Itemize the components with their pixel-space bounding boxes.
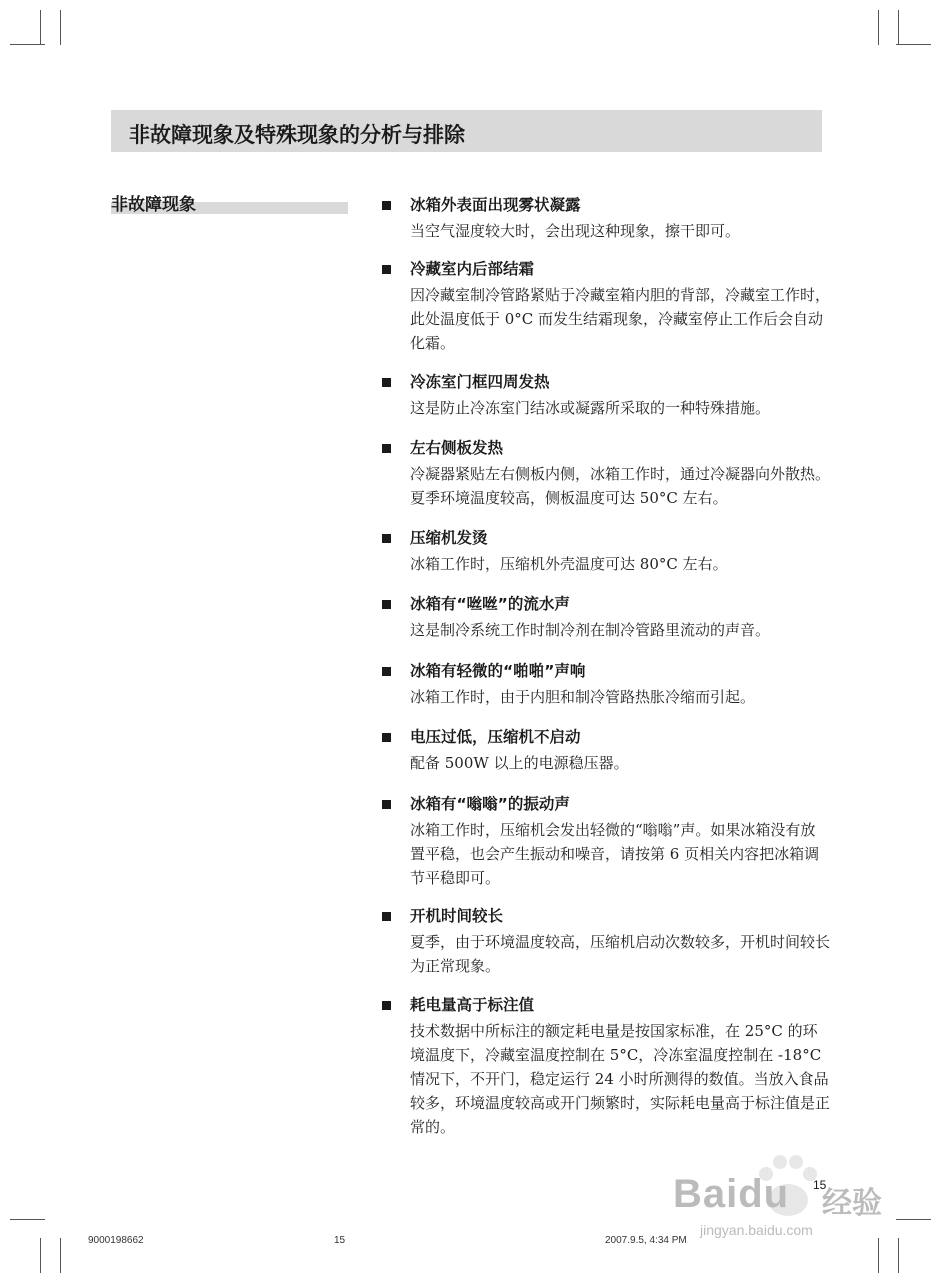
square-bullet-icon bbox=[382, 444, 391, 453]
item-title: 冰箱有轻微的“啪啪”声响 bbox=[410, 662, 586, 680]
crop-mark bbox=[898, 1238, 899, 1273]
crop-mark bbox=[878, 10, 879, 45]
footer-datetime: 2007.9.5, 4:34 PM bbox=[605, 1235, 687, 1246]
square-bullet-icon bbox=[382, 265, 391, 274]
crop-mark bbox=[896, 1219, 931, 1220]
item-title: 冰箱外表面出现雾状凝露 bbox=[410, 196, 581, 214]
crop-mark bbox=[10, 44, 45, 45]
footer-code: 9000198662 bbox=[88, 1235, 144, 1246]
section-title: 非故障现象 bbox=[111, 195, 196, 215]
item-body: 冰箱工作时，由于内胆和制冷管路热胀冷缩而引起。 bbox=[410, 688, 756, 706]
crop-mark bbox=[40, 10, 41, 45]
item-body: 技术数据中所标注的额定耗电量是按国家标准，在 25°C 的环境温度下，冷藏室温度控制在 5°C，冷冻室温度控制在 -18°C 情况下，不开门，稳定运行 24 小时所测得的数值。当放入食品较多，环境温度较高或开门频繁时，实际耗电量高于标注值是正常的。 bbox=[410, 1022, 831, 1136]
square-bullet-icon bbox=[382, 534, 391, 543]
item-title: 冷藏室内后部结霜 bbox=[410, 260, 535, 278]
item-title: 电压过低，压缩机不启动 bbox=[410, 728, 581, 746]
item-title: 冷冻室门框四周发热 bbox=[410, 373, 550, 391]
crop-mark bbox=[60, 10, 61, 45]
item-body: 配备 500W 以上的电源稳压器。 bbox=[410, 754, 629, 772]
crop-mark bbox=[896, 44, 931, 45]
page-number: 15 bbox=[813, 1178, 827, 1192]
item-body: 这是制冷系统工作时制冷剂在制冷管路里流动的声音。 bbox=[410, 621, 771, 639]
item-body: 因冷藏室制冷管路紧贴于冷藏室箱内胆的背部，冷藏室工作时，此处温度低于 0°C 而发生结霜现象，冷藏室停止工作后会自动化霜。 bbox=[410, 286, 831, 352]
item-body: 冰箱工作时，压缩机会发出轻微的“嗡嗡”声。如果冰箱没有放置平稳，也会产生振动和噪音，请按第 6 页相关内容把冰箱调节平稳即可。 bbox=[410, 821, 820, 887]
watermark-brand-cn: 经验 bbox=[822, 1186, 882, 1221]
item-body: 冷凝器紧贴左右侧板内侧，冰箱工作时，通过冷凝器向外散热。夏季环境温度较高，侧板温度可达 50°C 左右。 bbox=[410, 465, 831, 507]
square-bullet-icon bbox=[382, 912, 391, 921]
item-title: 冰箱有“嗡嗡”的振动声 bbox=[410, 795, 570, 813]
item-title: 压缩机发烫 bbox=[410, 529, 488, 547]
crop-mark bbox=[60, 1238, 61, 1273]
square-bullet-icon bbox=[382, 667, 391, 676]
item-title: 左右侧板发热 bbox=[410, 439, 504, 457]
page-title: 非故障现象及特殊现象的分析与排除 bbox=[129, 123, 465, 147]
crop-mark bbox=[10, 1219, 45, 1220]
item-body: 夏季，由于环境温度较高，压缩机启动次数较多，开机时间较长为正常现象。 bbox=[410, 933, 831, 975]
square-bullet-icon bbox=[382, 201, 391, 210]
item-body: 这是防止冷冻室门结冰或凝露所采取的一种特殊措施。 bbox=[410, 399, 771, 417]
square-bullet-icon bbox=[382, 733, 391, 742]
item-title: 开机时间较长 bbox=[410, 907, 504, 925]
square-bullet-icon bbox=[382, 600, 391, 609]
footer-page: 15 bbox=[334, 1235, 346, 1246]
crop-mark bbox=[40, 1238, 41, 1273]
watermark-url: jingyan.baidu.com bbox=[700, 1222, 813, 1238]
crop-mark bbox=[898, 10, 899, 45]
item-body: 当空气湿度较大时，会出现这种现象，擦干即可。 bbox=[410, 222, 741, 240]
item-body: 冰箱工作时，压缩机外壳温度可达 80°C 左右。 bbox=[410, 555, 728, 573]
square-bullet-icon bbox=[382, 800, 391, 809]
watermark-brand: Baidu bbox=[673, 1172, 790, 1216]
square-bullet-icon bbox=[382, 378, 391, 387]
page-header-banner bbox=[111, 110, 822, 152]
item-title: 冰箱有“咝咝”的流水声 bbox=[410, 595, 570, 613]
item-title: 耗电量高于标注值 bbox=[410, 996, 535, 1014]
square-bullet-icon bbox=[382, 1001, 391, 1010]
